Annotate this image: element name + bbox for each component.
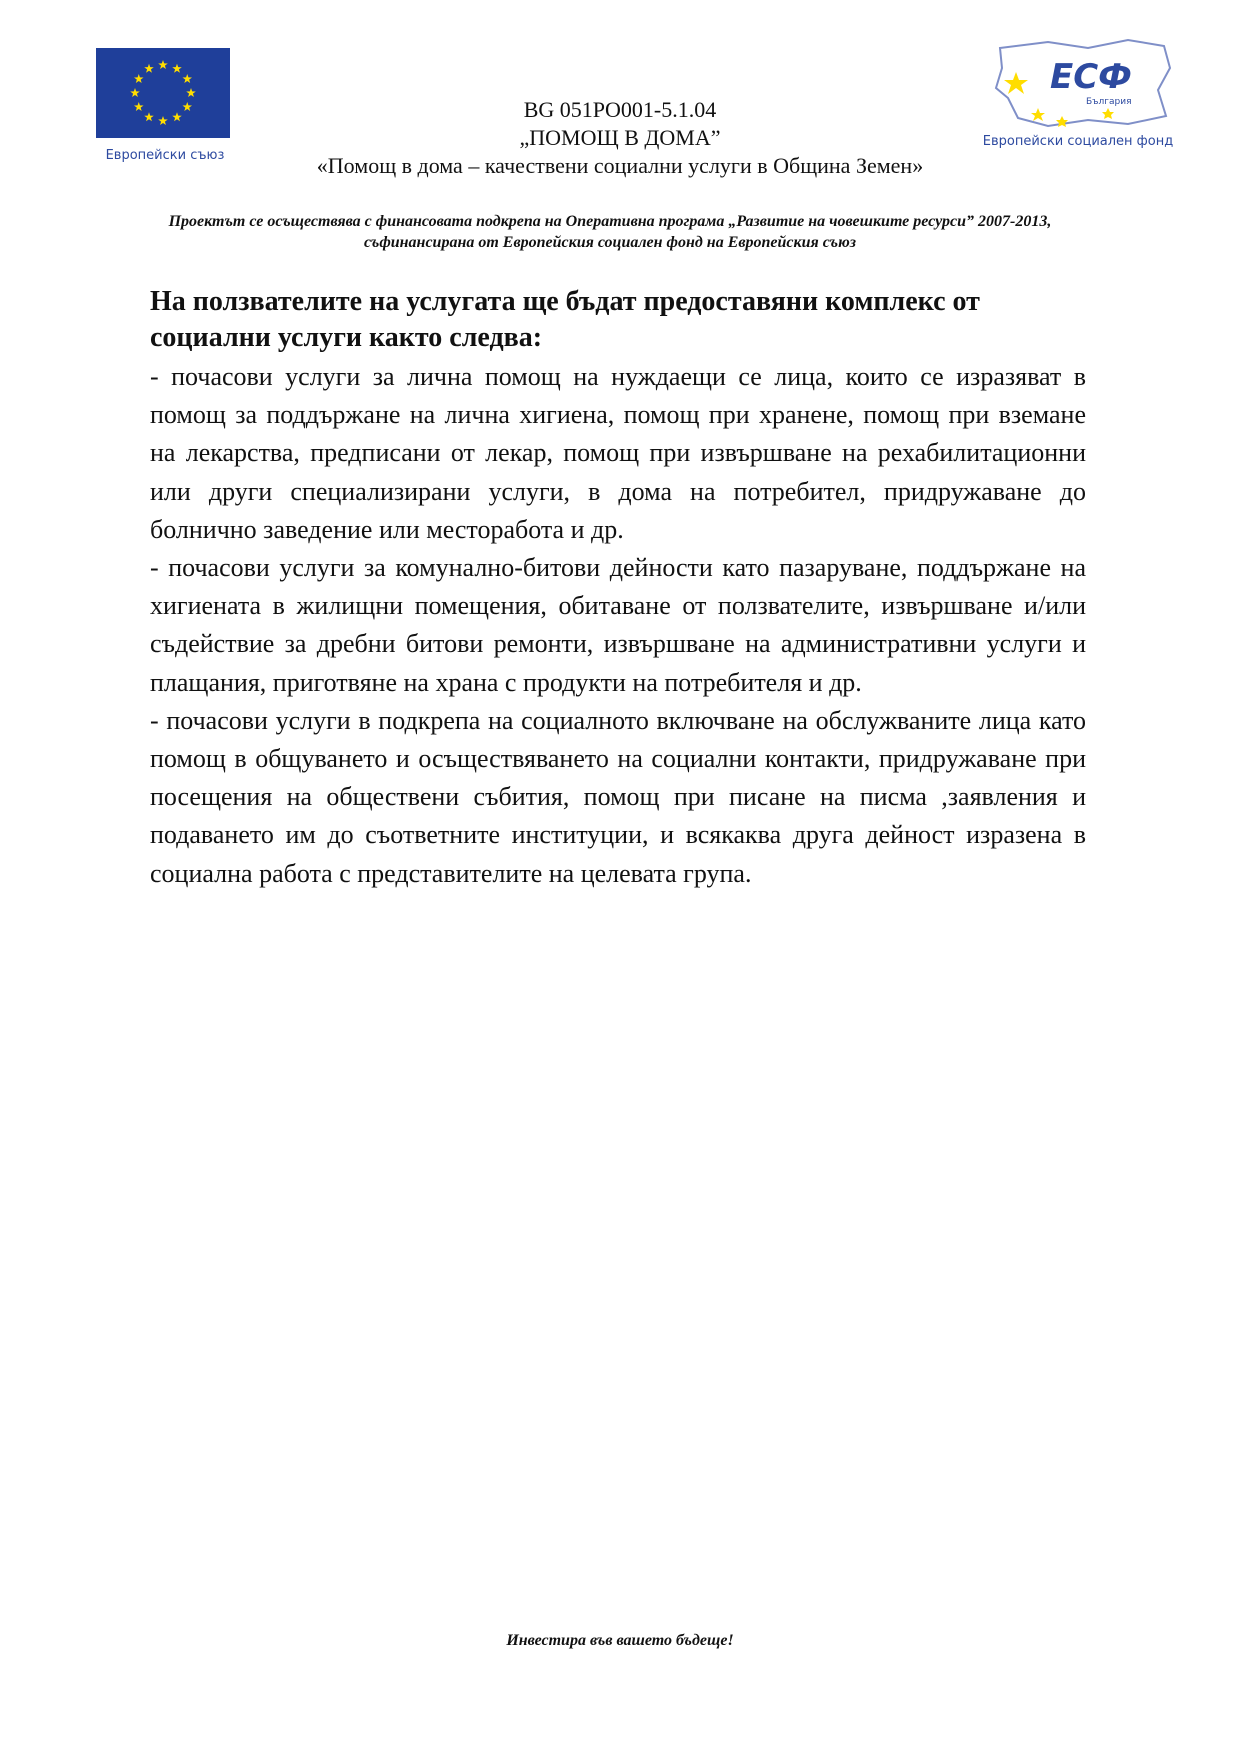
project-title: «Помощ в дома – качествени социални услуги в Община Земен» <box>316 153 924 178</box>
footer-slogan: Инвестира във вашето бъдеще! <box>506 1632 734 1649</box>
eu-star-icon <box>182 102 192 111</box>
service-paragraph: - почасови услуги в подкрепа на социалното включване на обслужваните лица като помощ в общуването и осъществяването на социални контакти, придружаване при посещения на обществени събития, помощ при писане на писма ,заявления и подаването им до съответните институции, и всякаква друга дейност изразена в социална работа с представителите на целевата група. <box>150 705 1086 888</box>
service-paragraph: - почасови услуги за лична помощ на нуждаещи се лица, които се изразяват в помощ за поддържане на лична хигиена, помощ при хранене, помощ при вземане на лекарства, предписани от лекар, помощ при извършване на рехабилитационни или други специализирани услуги, в дома на потребител, придружаване до болнично заведение или месторабота и др. <box>150 362 1086 544</box>
eu-star-icon <box>130 88 140 97</box>
eu-logo <box>90 48 250 178</box>
funding-note: Проектът се осъществява с финансовата подкрепа на Оперативна програма „Развитие на човешките ресурси” 2007-2013, съфинансирана от Европейския социален фонд на Европейския съюз <box>168 213 1052 251</box>
eu-star-icon <box>186 88 196 97</box>
esf-sub: България <box>1086 97 1132 107</box>
program-title: „ПОМОЩ В ДОМА” <box>519 125 721 150</box>
bulgaria-map-icon <box>978 28 1178 138</box>
body-heading: На ползвателите на услугата ще бъдат предоставяни комплекс от социални услуги както следва: <box>150 286 980 353</box>
eu-star-icon <box>134 74 144 83</box>
eu-logo-caption: Европейски съюз <box>105 148 225 163</box>
document-body <box>150 284 1086 893</box>
service-paragraph: - почасови услуги за комунално-битови дейности като пазаруване, поддържане на хигиената в жилищни помещения, обитаване от ползвателите, извършване и/или съдействие за дребни битови ремонти, извършване на административни услуги и плащания, приготвяне на храна с продукти на потребителя и др. <box>150 553 1086 697</box>
esf-logo <box>978 28 1178 158</box>
eu-star-icon <box>182 74 192 83</box>
eu-star-icon <box>158 116 168 125</box>
eu-star-icon <box>134 102 144 111</box>
eu-star-icon <box>144 64 154 73</box>
eu-flag-icon <box>96 48 230 138</box>
eu-star-icon <box>144 112 154 121</box>
eu-star-icon <box>158 60 168 69</box>
eu-star-icon <box>172 112 182 121</box>
project-code: BG 051PO001-5.1.04 <box>523 97 717 122</box>
eu-star-icon <box>172 64 182 73</box>
esf-mark: ЕСФ <box>1050 57 1132 97</box>
esf-logo-caption: Европейски социален фонд <box>982 134 1174 149</box>
document-header <box>250 96 990 180</box>
